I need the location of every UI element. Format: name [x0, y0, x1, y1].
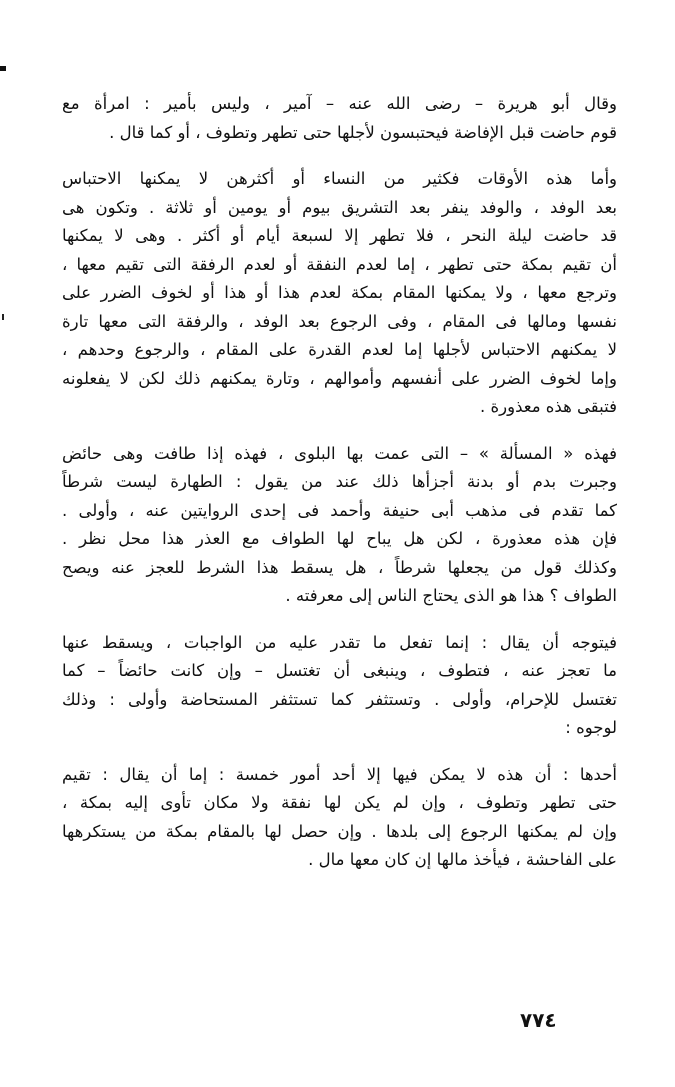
text-line: على الفاحشة ، فيأخذ مالها إن كان معها مال .: [308, 850, 617, 869]
paragraph-2: [62, 165, 617, 422]
text-line: وكذلك قول من يجعلها شرطاً ، هل يسقط هذا الشرط للعجز عنه ويصح: [62, 557, 617, 577]
page-number: ٧٧٤: [520, 1008, 557, 1032]
text-line: أحدها : أن هذه لا يمكن فيها إلا أحد أمور خمسة : إما أن يقال : تقيم: [62, 764, 617, 784]
paragraph-4: [62, 629, 617, 743]
paragraph-5: [62, 761, 617, 875]
text-line: وإن لم يمكنها الرجوع إلى بلدها . وإن حصل لها بالمقام بمكة من يستكرهها: [62, 821, 617, 841]
text-line: كما تقدم فى مذهب أبى حنيفة وأحمد فى إحدى الروايتين عنه ، وأولى .: [62, 500, 617, 520]
text-line: وقال أبو هريرة – رضى الله عنه – آمير ، وليس بأمير : امرأة مع: [62, 94, 617, 113]
scan-edge-dot: [2, 314, 4, 320]
text-line: وأما هذه الأوقات فكثير من النساء أو أكثرهن لا يمكنها الاحتباس: [62, 169, 617, 188]
page-body: [62, 90, 617, 893]
text-line: بعد الوفد ، والوفد ينفر بعد التشريق بيوم أو يومين أو ثلاثة . وتكون هى: [62, 197, 617, 217]
scan-edge-mark: [0, 66, 6, 71]
text-line: حتى تطهر وتطوف ، وإن لم يكن لها نفقة ولا مكان تأوى إليه بمكة ،: [62, 793, 617, 812]
text-line: فيتوجه أن يقال : إنما تفعل ما تقدر عليه من الواجبات ، ويسقط عنها: [62, 632, 617, 652]
text-line: تغتسل للإحرام، وأولى . وتستثفر كما تستثفر المستحاضة وأولى : وذلك: [62, 689, 617, 709]
text-line: فإن هذه معذورة ، لكن هل يباح لها الطواف مع العذر هذا محل نظر .: [62, 529, 617, 548]
text-line: ما تعجز عنه ، فتطوف ، وينبغى أن تغتسل – وإن كانت حائضاً – كما: [62, 661, 617, 680]
text-line: لا يمكنهم الاحتباس لأجلها إما لعدم القدرة على المقام ، والرجوع وحدهم ،: [62, 340, 617, 359]
text-line: الطواف ؟ هذا هو الذى يحتاج الناس إلى معرفته .: [285, 586, 617, 605]
text-line: قد حاضت ليلة النحر ، فلا تطهر إلا لسبعة أيام أو أكثر . وهى لا يمكنها: [62, 226, 617, 245]
paragraph-1: [62, 90, 617, 147]
text-line: لوجوه :: [565, 718, 617, 737]
text-line: وإما لخوف الضرر على أنفسهم وأموالهم ، وتارة يمكنهم ذلك لكن لا يفعلونه: [62, 368, 617, 388]
text-line: أن تقيم بمكة حتى تطهر ، إما لعدم النفقة أو لعدم الرفقة التى تقيم معها ،: [62, 254, 617, 274]
text-line: وترجع معها ، ولا يمكنها المقام بمكة لعدم هذا أو هذا أو لخوف الضرر على: [62, 283, 617, 302]
text-line: قوم حاضت قبل الإفاضة فيحتبسون لأجلها حتى تطهر وتطوف ، أو كما قال .: [109, 122, 617, 142]
paragraph-3: [62, 440, 617, 611]
text-line: فتبقى هذه معذورة .: [480, 397, 617, 416]
text-line: نفسها ومالها فى المقام ، وفى الرجوع بعد الوفد ، والرفقة التى معها تارة: [62, 311, 617, 331]
text-line: فهذه « المسألة » – التى عمت بها البلوى ، فهذه إذا طافت وهى حائض: [62, 443, 617, 463]
text-line: وجبرت بدم أو بدنة أجزأها ذلك عند من يقول : الطهارة ليست شرطاً: [62, 472, 617, 491]
